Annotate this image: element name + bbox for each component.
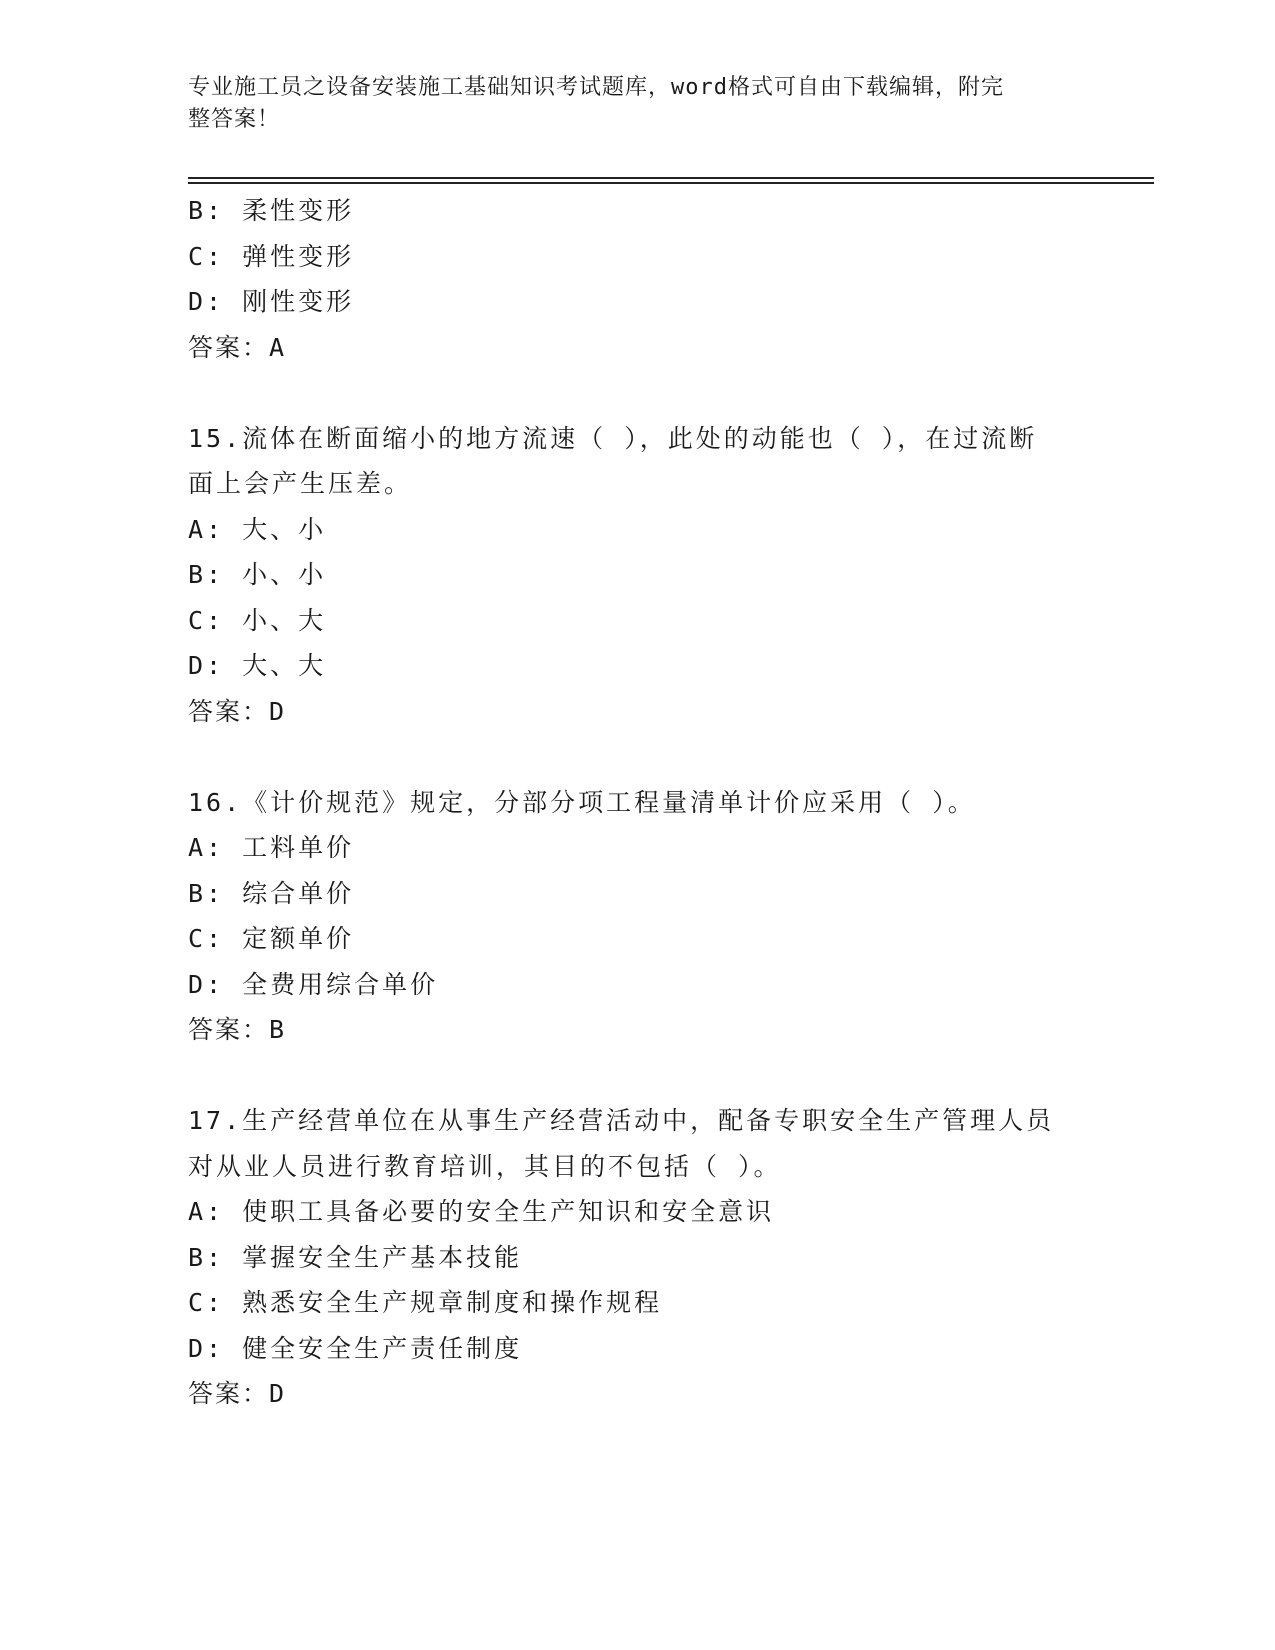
answer-line: 答案：A — [188, 332, 287, 362]
option-c: C: 弹性变形 — [188, 241, 355, 271]
question-stem-line: 15.流体在断面缩小的地方流速（ ），此处的动能也（ ），在过流断 — [188, 423, 1038, 453]
question-17 — [188, 1098, 1088, 1417]
question-stem-line: 16.《计价规范》规定，分部分项工程量清单计价应采用（ ）。 — [188, 787, 976, 817]
question-stem-line: 17.生产经营单位在从事生产经营活动中，配备专职安全生产管理人员 — [188, 1106, 1055, 1135]
option-a: A: 大、小 — [188, 514, 327, 544]
spacer — [188, 370, 1088, 416]
option-b: B: 综合单价 — [188, 878, 355, 908]
spacer — [188, 1053, 1088, 1099]
question-stem-line: 对从业人员进行教育培训，其目的不包括（ ）。 — [188, 1151, 782, 1181]
answer-line: 答案：D — [188, 696, 287, 726]
spacer — [188, 734, 1088, 780]
option-c: C: 熟悉安全生产规章制度和操作规程 — [188, 1288, 663, 1317]
option-b: B: 小、小 — [188, 560, 327, 589]
question-stem-line: 面上会产生压差。 — [188, 469, 413, 498]
option-d: D: 刚性变形 — [188, 287, 355, 316]
continued-question — [188, 188, 1088, 370]
option-a: A: 使职工具备必要的安全生产知识和安全意识 — [188, 1197, 775, 1226]
option-d: D: 全费用综合单价 — [188, 969, 439, 999]
header-line-1: 专业施工员之设备安装施工基础知识考试题库，word格式可自由下载编辑，附完 — [188, 75, 1004, 100]
option-b: B: 掌握安全生产基本技能 — [188, 1242, 523, 1272]
option-c: C: 定额单价 — [188, 924, 355, 953]
answer-line: 答案：D — [188, 1379, 287, 1408]
option-a: A: 工料单价 — [188, 833, 355, 862]
option-b: B: 柔性变形 — [188, 196, 355, 225]
header-divider-top — [188, 177, 1154, 179]
header-line-2: 整答案！ — [188, 107, 281, 132]
option-d: D: 大、大 — [188, 651, 327, 680]
answer-line: 答案：B — [188, 1015, 287, 1044]
option-d: D: 健全安全生产责任制度 — [188, 1333, 523, 1363]
header-divider-bottom — [188, 182, 1154, 184]
option-c: C: 小、大 — [188, 605, 327, 635]
question-15 — [188, 416, 1088, 735]
question-16 — [188, 780, 1088, 1053]
question-list — [188, 188, 1088, 1417]
page-header — [188, 72, 1068, 136]
